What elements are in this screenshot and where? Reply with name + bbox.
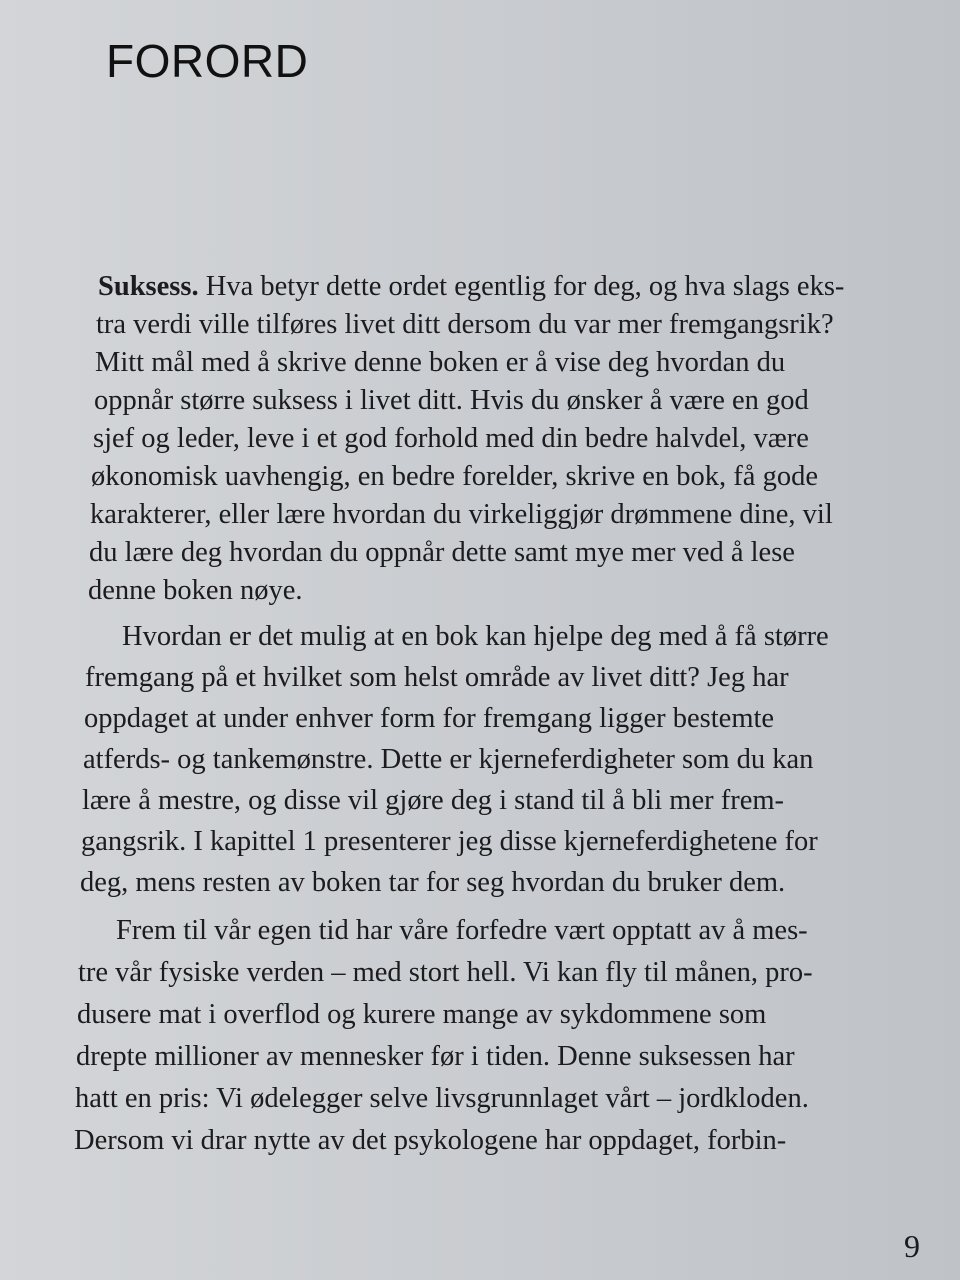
chapter-heading: FORORD [106,35,309,87]
text-line: atferds- og tankemønstre. Dette er kjerneferdigheter som du kan [83,744,814,775]
text-line: økonomisk uavhengig, en bedre forelder, skrive en bok, få gode [91,461,818,492]
text-line: denne boken nøye. [88,575,303,606]
text-line: fremgang på et hvilket som helst område av livet ditt? Jeg har [85,662,789,693]
text-line: lære å mestre, og disse vil gjøre deg i stand til å bli mer frem- [82,785,785,816]
text-line: Dersom vi drar nytte av det psykologene har oppdaget, forbin- [74,1125,787,1156]
text-line: tre vår fysiske verden – med stort hell. Vi kan fly til månen, pro- [78,957,813,988]
text-line: oppnår større suksess i livet ditt. Hvis du ønsker å være en god [94,385,809,416]
text-line: karakterer, eller lære hvordan du virkeliggjør drømmene dine, vil [90,499,833,530]
text-line: dusere mat i overflod og kurere mange av sykdommene som [77,999,767,1030]
text-line: Suksess. Hva betyr dette ordet egentlig for deg, og hva slags eks- [98,271,845,302]
text-line: drepte millioner av mennesker før i tiden. Denne suksessen har [76,1041,795,1072]
text-line: sjef og leder, leve i et god forhold med din bedre halvdel, være [93,423,809,454]
text-line: Hvordan er det mulig at en bok kan hjelpe deg med å få større [122,621,829,652]
text-line: gangsrik. I kapittel 1 presenterer jeg disse kjerneferdighetene for [81,826,818,857]
text-line: du lære deg hvordan du oppnår dette samt mye mer ved å lese [89,537,795,568]
page-number: 9 [904,1228,920,1264]
text-line: oppdaget at under enhver form for fremgang ligger bestemte [84,703,775,734]
text-line: deg, mens resten av boken tar for seg hvordan du bruker dem. [80,867,786,898]
text-line: hatt en pris: Vi ødelegger selve livsgrunnlaget vårt – jordkloden. [75,1083,809,1114]
body-text [0,270,960,1170]
text-line: Frem til vår egen tid har våre forfedre vært opptatt av å mes- [116,915,808,946]
text-line: Mitt mål med å skrive denne boken er å vise deg hvordan du [95,347,786,378]
lead-word: Suksess. [98,271,199,302]
text-line: tra verdi ville tilføres livet ditt dersom du var mer fremgangsrik? [96,309,834,340]
